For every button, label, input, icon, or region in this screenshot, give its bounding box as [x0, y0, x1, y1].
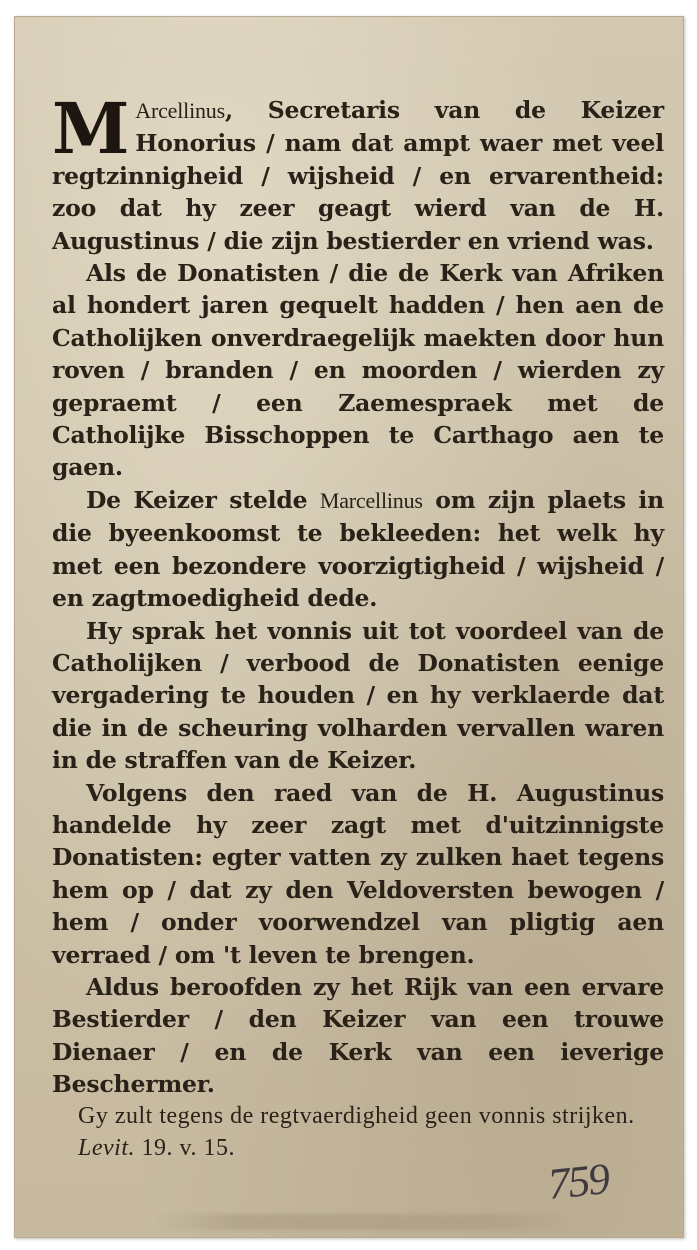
citation-book: Levit. — [78, 1135, 135, 1161]
paragraph-1-segment-1: Arcellinus — [135, 98, 225, 123]
paragraph-5 — [52, 777, 664, 971]
citation-chapter-verse: 19. v. 15. — [141, 1135, 235, 1161]
show-through-bleed — [154, 1214, 574, 1230]
paragraph-3 — [52, 484, 664, 615]
paragraph-5-segment-1: Volgens den raed van de H. Augustinus handelde hy zeer zagt met d'uitzinnigste Donatisten: egter vatten zy zulken haet tegens hem op / dat zy den Veldoversten bewogen / hem / onder voorwendzel van pligtig aen verraed / om 't leven te brengen. — [52, 778, 664, 969]
paragraph-6-segment-1: Aldus beroofden zy het Rijk van een ervare Bestierder / den Keizer van een trouwe Dienaer / en de Kerk van een ieverige Beschermer. — [52, 972, 664, 1099]
scripture-citation — [78, 1100, 668, 1164]
paragraph-3-segment-1: De Keizer stelde — [86, 485, 320, 514]
paragraph-3-segment-2: Marcellinus — [319, 487, 423, 513]
paper-sheet — [14, 16, 684, 1238]
paragraph-4-segment-1: Hy sprak het vonnis uit tot voordeel van de Catholijken / verbood de Donatisten eenige vergadering te houden / en hy verklaerde dat die in de scheuring volharden vervallen waren in de straffen van de Keizer. — [52, 616, 664, 775]
handwritten-page-number: 759 — [545, 1153, 611, 1210]
paragraph-2-segment-1: Als de Donatisten / die de Kerk van Afriken al hondert jaren gequelt hadden / hen aen de Catholijken onverdraegelijk maekten door hun roven / branden / en moorden / wierden zy gepraemt / een Zaemespraek met de Catholijke Bisschoppen te Carthago aen te gaen. — [52, 259, 664, 482]
paragraph-1 — [52, 87, 664, 257]
paragraph-1-segment-2: , Secretaris van de Keizer Honorius / nam dat ampt waer met veel regtzinnigheid / wijsheid / en ervarentheid: zoo dat hy zeer geagt wierd van de H. Augustinus / die zijn bestierder en vriend was. — [52, 96, 664, 255]
body-text — [52, 87, 664, 1101]
paragraph-3-segment-3: om zijn plaets in die byeenkoomst te bekleeden: het welk hy met een bezondere voorzigtigheid / wijsheid / en zagtmoedigheid dede. — [52, 485, 664, 613]
paragraph-2 — [52, 257, 664, 484]
citation-quote: Gy zult tegens de regtvaerdigheid geen vonnis strijken. — [78, 1103, 635, 1129]
paragraph-4 — [52, 615, 664, 777]
paragraph-6 — [52, 971, 664, 1101]
drop-cap: M — [52, 87, 130, 170]
